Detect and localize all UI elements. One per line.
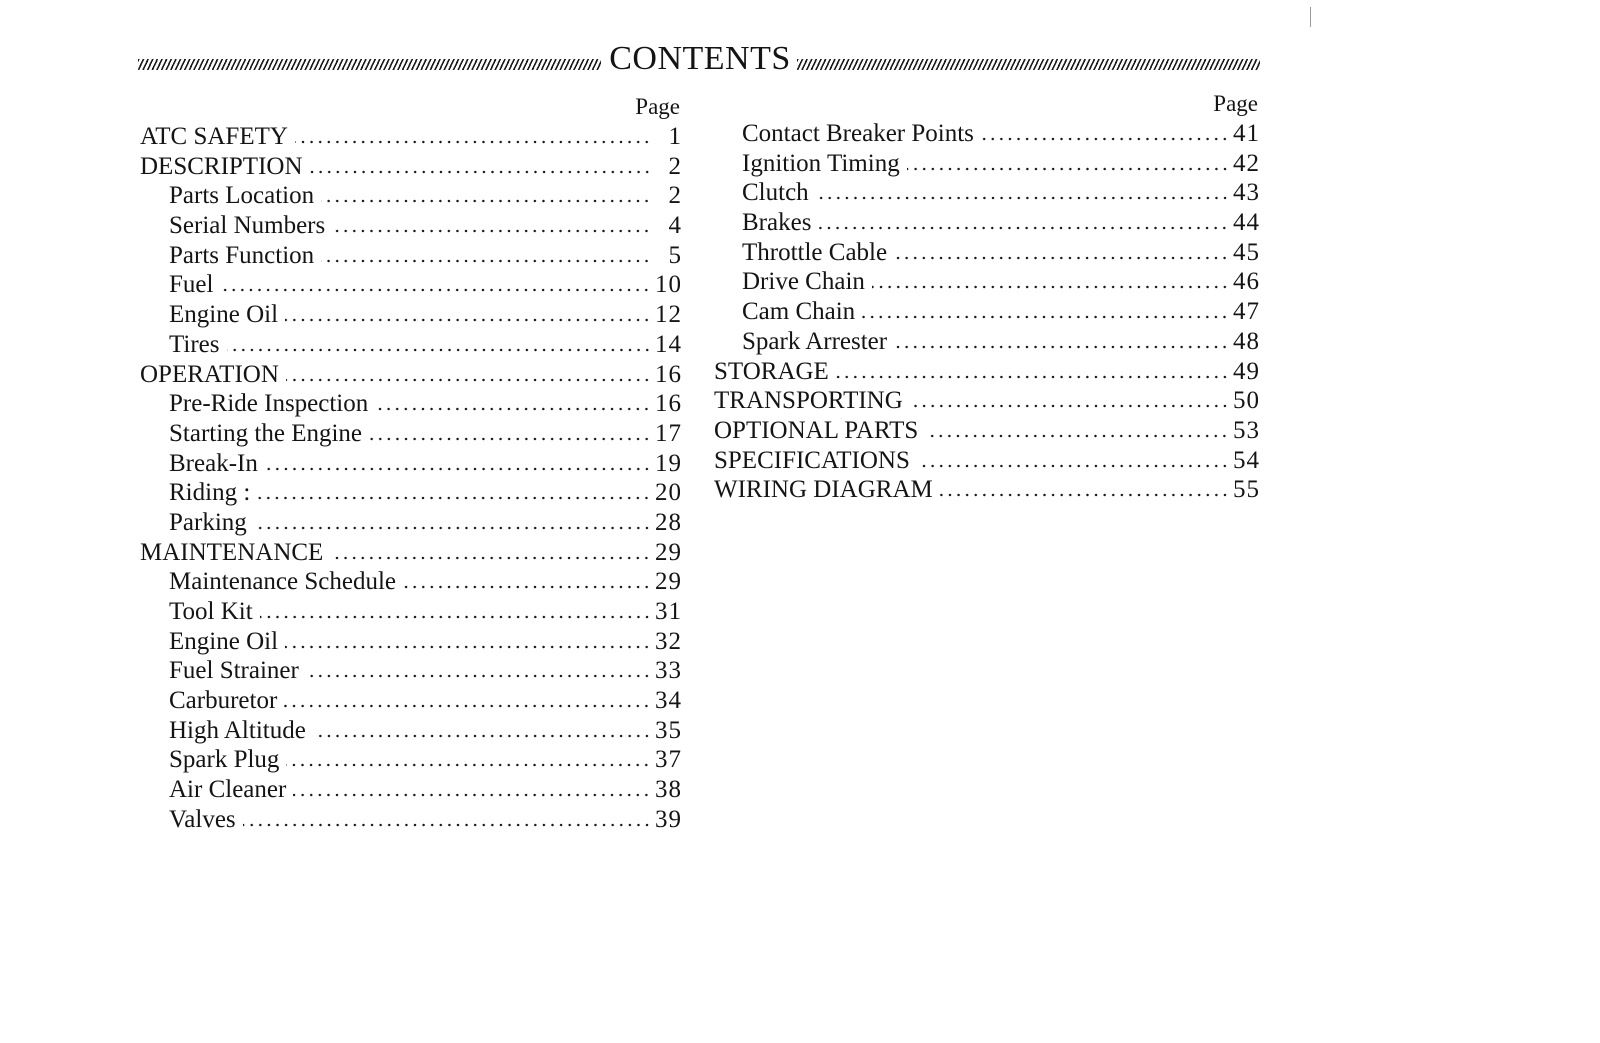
contents-heading [138, 38, 1260, 80]
toc-entry-page-number: 16 [655, 390, 682, 418]
toc-entry-page-number: 31 [655, 598, 682, 625]
dot-leader [220, 288, 651, 292]
toc-entry[interactable] [140, 360, 682, 390]
dot-leader [286, 378, 651, 382]
toc-entry[interactable] [140, 181, 682, 211]
dot-leader [286, 763, 651, 767]
toc-entry[interactable] [140, 597, 682, 627]
toc-entry[interactable] [140, 716, 682, 746]
toc-entry-page-number: 54 [1233, 446, 1260, 474]
dot-leader [227, 348, 652, 352]
toc-entry-page-number: 45 [1233, 238, 1260, 266]
toc-entry[interactable] [140, 567, 682, 597]
dot-leader [375, 407, 651, 411]
toc-entry-label: Fuel [169, 271, 214, 299]
toc-entry-page-number: 47 [1233, 298, 1260, 326]
toc-entry-label: Spark Plug [169, 746, 280, 774]
toc-entry-page-number: 2 [668, 182, 682, 210]
toc-entry-label: MAINTENANCE [140, 538, 324, 566]
toc-entry-page-number: 33 [655, 657, 682, 685]
dot-leader [330, 556, 651, 560]
dot-leader [285, 318, 651, 322]
toc-entry-label: Parts Function [169, 241, 315, 269]
toc-entry[interactable] [714, 357, 1260, 387]
toc-entry-label: TRANSPORTING [714, 387, 903, 415]
toc-entry-page-number: 43 [1233, 179, 1260, 207]
toc-entry-label: Starting the Engine [169, 419, 363, 447]
toc-entry-label: Cam Chain [742, 298, 856, 326]
toc-entry-page-number: 42 [1233, 149, 1260, 177]
toc-entry-label: Tool Kit [169, 598, 253, 625]
toc-entry-page-number: 37 [655, 746, 682, 774]
toc-entry-label: OPERATION [140, 360, 279, 388]
toc-entry-label: STORAGE [714, 357, 829, 385]
dot-leader [369, 437, 651, 441]
dot-leader [265, 467, 651, 471]
dot-leader [403, 585, 651, 589]
toc-entry[interactable] [140, 686, 682, 716]
toc-entry[interactable] [714, 119, 1260, 149]
toc-entry-label: Fuel Strainer [169, 657, 299, 685]
page-edge-mark [1310, 7, 1311, 27]
toc-entry[interactable] [140, 627, 682, 657]
toc-entry-label: Valves [169, 805, 236, 833]
dot-leader [907, 167, 1229, 171]
toc-entry-page-number: 20 [655, 479, 682, 507]
toc-entry[interactable] [140, 656, 682, 686]
toc-entry-label: Riding : [169, 479, 251, 507]
toc-entry-label: Air Cleaner [169, 776, 287, 804]
toc-entry-page-number: 48 [1233, 327, 1260, 355]
toc-entry-label: Drive Chain [742, 268, 865, 296]
toc-entry-page-number: 55 [1233, 476, 1260, 504]
toc-entry-label: Engine Oil [169, 301, 279, 329]
toc-entry[interactable] [140, 478, 682, 508]
dot-leader [260, 615, 651, 619]
toc-entry-label: OPTIONAL PARTS [714, 416, 919, 444]
toc-entry[interactable] [714, 149, 1260, 179]
toc-column-left [140, 92, 682, 835]
toc-entry-page-number: 16 [655, 360, 682, 388]
toc-entry-label: Serial Numbers [169, 212, 326, 240]
dot-leader [321, 199, 651, 203]
toc-entry-page-number: 53 [1233, 416, 1260, 444]
dot-leader [310, 170, 651, 174]
toc-entry[interactable] [140, 122, 682, 152]
dot-leader [257, 496, 651, 500]
toc-entry[interactable] [714, 327, 1260, 357]
page-column-header-right: Page [1213, 91, 1258, 116]
toc-entry-label: High Altitude [169, 716, 306, 744]
toc-entry-label: Carburetor [169, 687, 278, 715]
toc-entry[interactable] [140, 805, 682, 835]
toc-entry-label: ATC SAFETY [140, 123, 288, 150]
toc-entry-label: Engine Oil [169, 627, 279, 655]
dot-leader [862, 315, 1229, 319]
toc-entry-page-number: 29 [655, 538, 682, 566]
dot-leader [313, 734, 651, 738]
toc-entry[interactable] [140, 775, 682, 805]
toc-entry-page-number: 32 [655, 627, 682, 655]
toc-entry-page-number: 10 [655, 271, 682, 299]
toc-entry-label: SPECIFICATIONS [714, 446, 910, 474]
toc-entry-label: Parts Location [169, 182, 315, 210]
toc-entry-page-number: 34 [655, 687, 682, 715]
toc-entry[interactable] [140, 241, 682, 271]
toc-entry[interactable] [140, 211, 682, 241]
toc-entry-label: Ignition Timing [742, 149, 900, 177]
dot-leader [836, 375, 1229, 379]
toc-entry[interactable] [140, 419, 682, 449]
toc-entry-page-number: 29 [655, 568, 682, 596]
toc-entry[interactable] [140, 449, 682, 479]
dot-leader [306, 674, 651, 678]
toc-entry-page-number: 17 [655, 419, 682, 447]
toc-entry-page-number: 14 [655, 330, 682, 358]
toc-entry[interactable] [714, 297, 1260, 327]
toc-entry-label: Spark Arrester [742, 327, 888, 355]
toc-entry[interactable] [714, 446, 1260, 476]
toc-entry-page-number: 44 [1233, 209, 1260, 237]
dot-leader [293, 793, 651, 797]
toc-entry-page-number: 2 [668, 152, 682, 180]
dot-leader [894, 256, 1229, 260]
dot-leader [243, 823, 651, 827]
page-column-header-left: Page [635, 94, 680, 119]
toc-entry[interactable] [140, 270, 682, 300]
dot-leader [894, 345, 1229, 349]
dot-leader [332, 229, 651, 233]
toc-entry[interactable] [714, 238, 1260, 268]
toc-entry-label: Clutch [742, 179, 809, 207]
toc-entry-label: WIRING DIAGRAM [714, 476, 933, 504]
dot-leader [284, 704, 651, 708]
toc-entry-page-number: 12 [655, 301, 682, 329]
dot-leader [321, 259, 651, 263]
toc-list-right [714, 119, 1260, 505]
toc-entry[interactable] [140, 152, 682, 182]
page-title: CONTENTS [609, 40, 791, 77]
toc-entry-page-number: 1 [668, 123, 682, 150]
toc-entry[interactable] [714, 416, 1260, 446]
toc-entry-label: Maintenance Schedule [169, 568, 396, 596]
decorative-hatch-left [138, 59, 601, 70]
dot-leader [295, 140, 651, 144]
dot-leader [940, 493, 1229, 497]
toc-entry[interactable] [140, 538, 682, 568]
toc-entry-page-number: 49 [1233, 357, 1260, 385]
toc-entry-page-number: 39 [655, 805, 682, 833]
dot-leader [818, 226, 1229, 230]
decorative-hatch-right [797, 59, 1260, 70]
toc-entry-label: Brakes [742, 209, 812, 237]
dot-leader [816, 196, 1229, 200]
toc-entry-page-number: 38 [655, 776, 682, 804]
toc-entry[interactable] [714, 475, 1260, 505]
toc-entry-page-number: 5 [668, 241, 682, 269]
toc-entry[interactable] [140, 508, 682, 538]
toc-column-right [714, 89, 1260, 505]
dot-leader [872, 285, 1229, 289]
toc-entry-page-number: 46 [1233, 268, 1260, 296]
dot-leader [925, 434, 1229, 438]
dot-leader [981, 137, 1229, 141]
toc-entry-label: Contact Breaker Points [742, 120, 974, 147]
toc-entry-label: DESCRIPTION [140, 152, 303, 180]
toc-entry[interactable] [714, 208, 1260, 238]
toc-entry[interactable] [140, 745, 682, 775]
toc-entry[interactable] [140, 330, 682, 360]
toc-entry-label: Throttle Cable [742, 238, 888, 266]
dot-leader [254, 526, 651, 530]
toc-list-left [140, 122, 682, 835]
toc-entry-label: Break-In [169, 449, 258, 477]
dot-leader [917, 464, 1229, 468]
toc-entry[interactable] [140, 300, 682, 330]
toc-entry[interactable] [714, 178, 1260, 208]
toc-entry[interactable] [714, 386, 1260, 416]
toc-entry-label: Tires [169, 330, 220, 358]
toc-entry-page-number: 35 [655, 716, 682, 744]
dot-leader [285, 645, 651, 649]
dot-leader [910, 404, 1229, 408]
toc-entry-page-number: 50 [1233, 387, 1260, 415]
toc-entry[interactable] [714, 267, 1260, 297]
toc-entry-page-number: 4 [668, 212, 682, 240]
toc-entry-page-number: 28 [655, 508, 682, 536]
toc-entry-label: Parking [169, 508, 247, 536]
toc-entry-page-number: 41 [1233, 120, 1260, 147]
toc-entry-label: Pre-Ride Inspection [169, 390, 369, 418]
toc-entry-page-number: 19 [655, 449, 682, 477]
toc-entry[interactable] [140, 389, 682, 419]
